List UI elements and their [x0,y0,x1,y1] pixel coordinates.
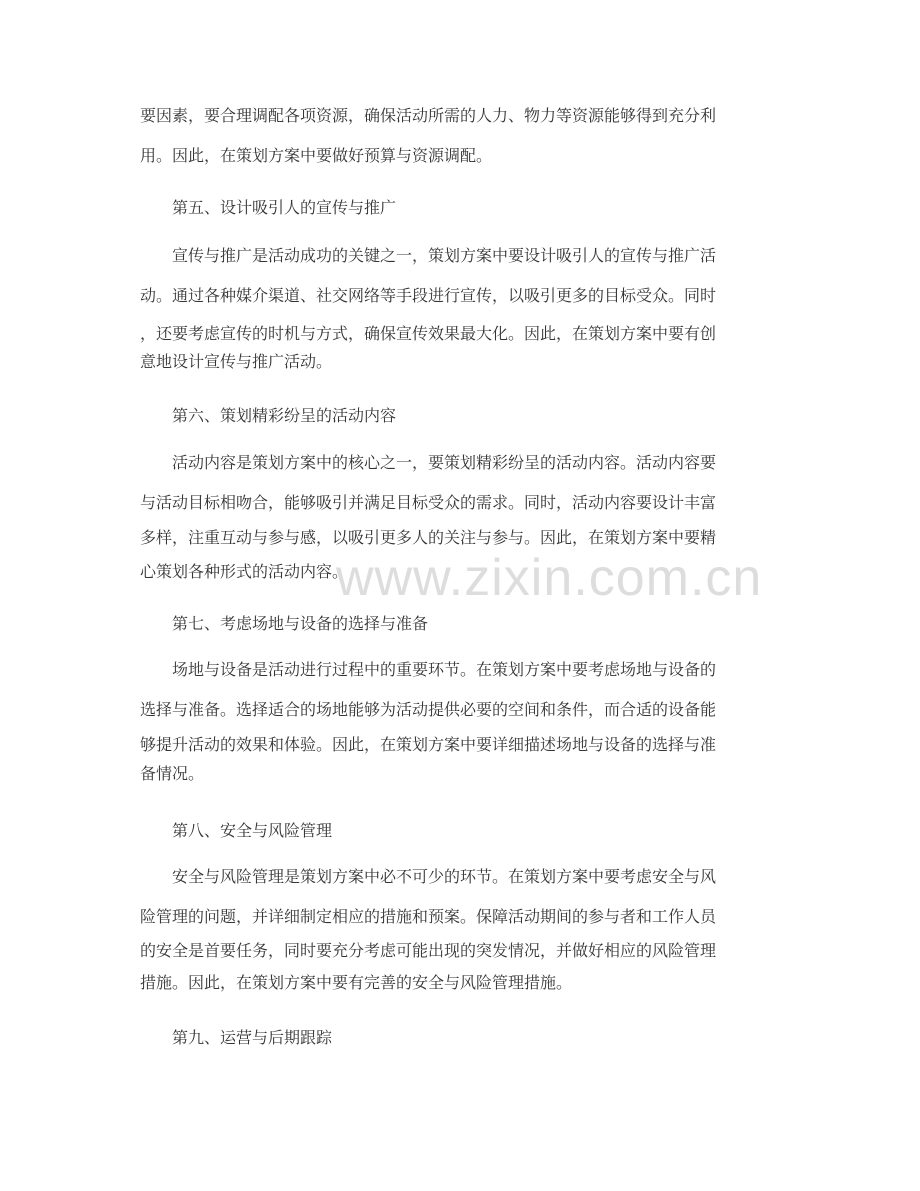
paragraph-line: 措施。因此，在策划方案中要有完善的安全与风险管理措施。 [140,973,573,992]
paragraph-line: 多样，注重互动与参与感，以吸引更多人的关注与参与。因此，在策划方案中要精 [140,528,717,547]
paragraph-line: 宣传与推广是活动成功的关键之一，策划方案中要设计吸引人的宣传与推广活 [172,246,717,265]
paragraph-line: 要因素，要合理调配各项资源，确保活动所需的人力、物力等资源能够得到充分利 [140,106,717,125]
section-heading-9: 第九、运营与后期跟踪 [172,1028,333,1047]
paragraph-line: 动。通过各种媒介渠道、社交网络等手段进行宣传，以吸引更多的目标受众。同时 [140,286,717,305]
paragraph-line: 备情况。 [140,764,205,783]
paragraph-line: 与活动目标相吻合，能够吸引并满足目标受众的需求。同时，活动内容要设计丰富 [140,493,717,512]
section-heading-5: 第五、设计吸引人的宣传与推广 [172,198,397,217]
paragraph-line: 场地与设备是活动进行过程中的重要环节。在策划方案中要考虑场地与设备的 [172,660,717,679]
section-heading-6: 第六、策划精彩纷呈的活动内容 [172,406,397,425]
paragraph-line: 险管理的问题，并详细制定相应的措施和预案。保障活动期间的参与者和工作人员 [140,907,717,926]
paragraph-line: 活动内容是策划方案中的核心之一，要策划精彩纷呈的活动内容。活动内容要 [172,453,717,472]
section-heading-7: 第七、考虑场地与设备的选择与准备 [172,614,429,633]
paragraph-line: 安全与风险管理是策划方案中必不可少的环节。在策划方案中要考虑安全与风 [172,867,717,886]
paragraph-line: 够提升活动的效果和体验。因此，在策划方案中要详细描述场地与设备的选择与准 [140,735,717,754]
paragraph-line: 意地设计宣传与推广活动。 [140,352,333,371]
section-heading-8: 第八、安全与风险管理 [172,821,333,840]
paragraph-line: 的安全是首要任务，同时要充分考虑可能出现的突发情况，并做好相应的风险管理 [140,941,717,960]
paragraph-line: ，还要考虑宣传的时机与方式，确保宣传效果最大化。因此，在策划方案中要有创 [140,324,717,343]
paragraph-line: 选择与准备。选择适合的场地能够为活动提供必要的空间和条件，而合适的设备能 [140,700,717,719]
watermark: www.zixin.com.cn [336,549,763,607]
paragraph-line: 用。因此，在策划方案中要做好预算与资源调配。 [140,146,493,165]
paragraph-line: 心策划各种形式的活动内容。 [140,562,349,581]
